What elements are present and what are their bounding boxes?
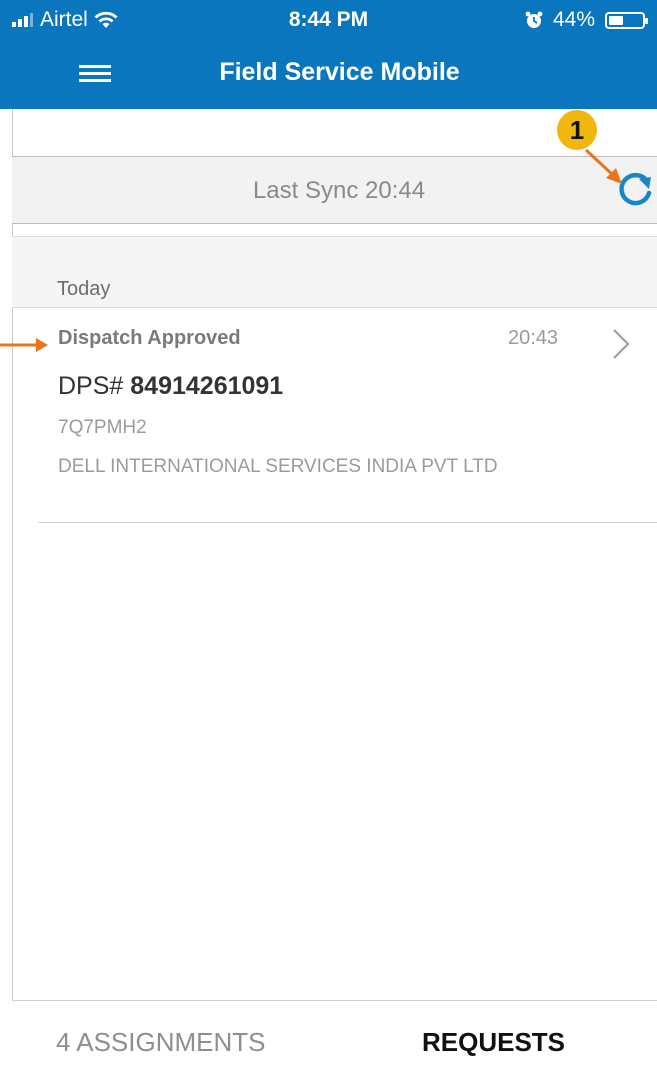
tab-requests[interactable]: REQUESTS (422, 1027, 566, 1057)
dispatch-list-item[interactable] (12, 308, 657, 523)
sync-bar (12, 156, 657, 224)
bottom-tab-bar (12, 1000, 657, 1075)
dispatch-time: 20:43 (508, 327, 559, 349)
dps-value: 84914261091 (130, 372, 284, 400)
last-sync-text: Last Sync 20:44 (252, 177, 426, 204)
company-name: DELL INTERNATIONAL SERVICES INDIA PVT LTD (58, 456, 498, 477)
app-title: Field Service Mobile (219, 58, 460, 86)
annotation-badge: 1 (557, 110, 597, 150)
dps-number (58, 372, 283, 401)
chevron-right-icon (612, 328, 630, 360)
dps-prefix: DPS# (58, 372, 124, 400)
app-header (0, 38, 657, 109)
item-divider (38, 522, 657, 523)
service-tag: 7Q7PMH2 (58, 417, 147, 438)
battery-icon (605, 12, 645, 29)
battery-percent: 44% (552, 8, 595, 31)
section-label-today: Today (57, 278, 111, 300)
status-right (525, 8, 645, 32)
clock: 8:44 PM (288, 8, 369, 31)
tab-assignments[interactable]: 4 ASSIGNMENTS (56, 1027, 266, 1057)
carrier-name: Airtel (40, 8, 88, 31)
refresh-icon[interactable] (613, 167, 657, 211)
battery-level (609, 16, 623, 25)
status-bar (0, 0, 657, 38)
alarm-icon (525, 11, 543, 29)
dispatch-status: Dispatch Approved (58, 327, 241, 349)
